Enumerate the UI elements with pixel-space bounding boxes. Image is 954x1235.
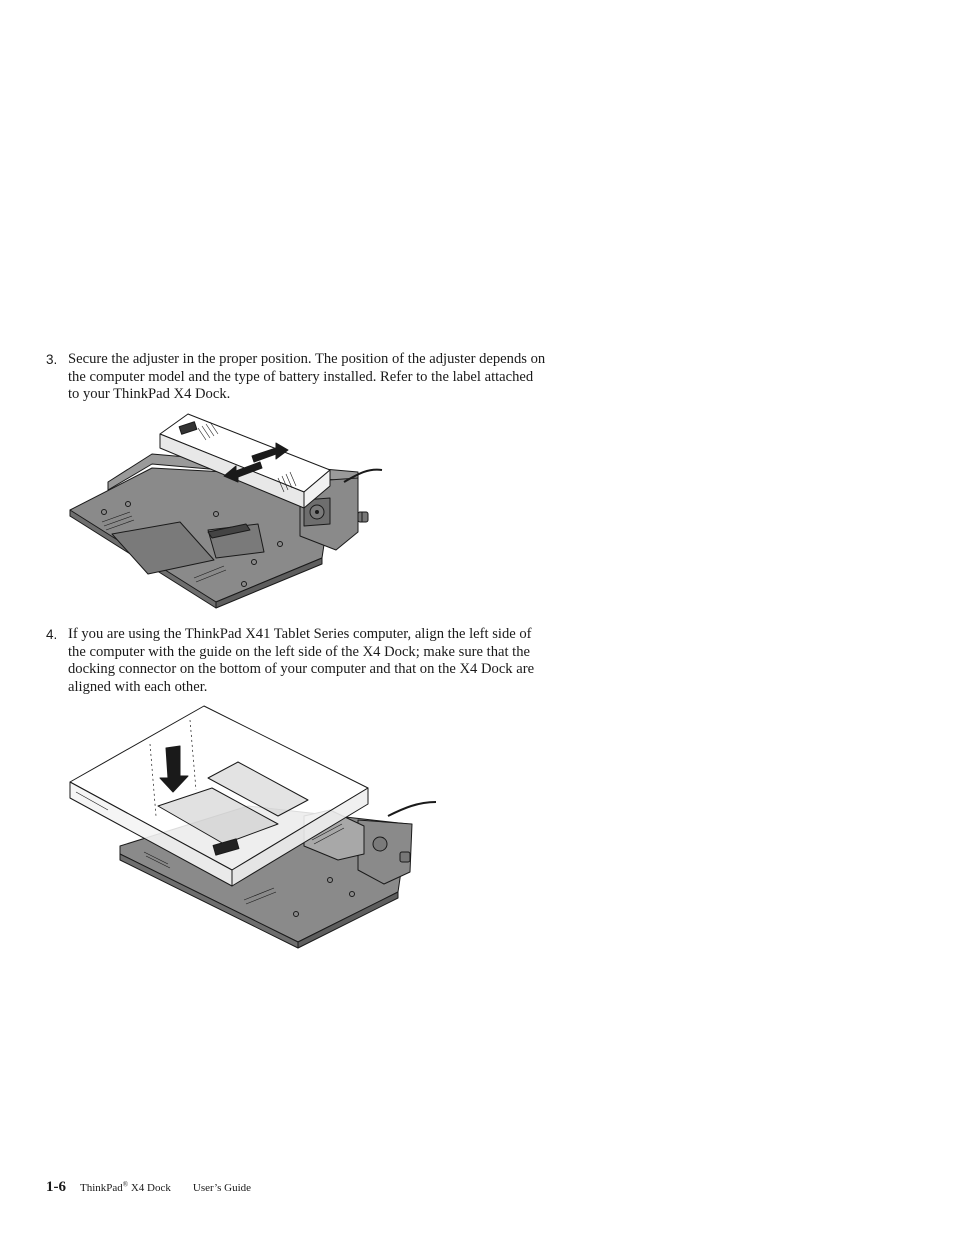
docking-illustration <box>68 704 440 952</box>
footer-product <box>80 1182 171 1194</box>
step-3-number: 3. <box>46 352 58 367</box>
step-3 <box>46 351 546 405</box>
step-3-text: Secure the adjuster in the proper position. The position of the adjuster depends on the computer model and the type of battery installed. Refer to the label attached to your ThinkPad X4 Dock. <box>68 351 546 403</box>
step-4-number: 4. <box>46 627 58 642</box>
footer-brand: ThinkPad <box>80 1182 123 1194</box>
page-number: 1-6 <box>46 1179 66 1195</box>
registered-mark: ® <box>122 1180 129 1189</box>
adjuster-illustration <box>68 412 386 614</box>
footer-product-name: X4 Dock <box>130 1182 171 1194</box>
step-4-text: If you are using the ThinkPad X41 Tablet Series computer, align the left side of the computer with the guide on the left side of the X4 Dock; make sure that the docking connector on the bottom of your computer and that on the X4 Dock are aligned with each other. <box>68 626 535 695</box>
footer-guide: User’s Guide <box>192 1182 252 1194</box>
page-footer <box>46 1179 251 1199</box>
step-4 <box>46 626 546 698</box>
